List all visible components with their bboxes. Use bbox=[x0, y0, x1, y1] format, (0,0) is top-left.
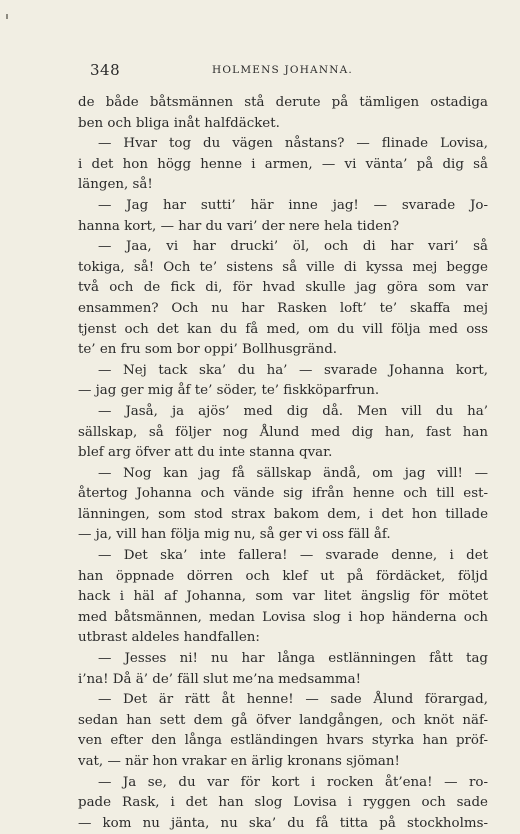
text-line: två och de fick di, för hvad skulle jag göra som var bbox=[78, 280, 488, 296]
text-line: i’na! Då ä’ de’ fäll slut me’na medsamma! bbox=[78, 671, 361, 687]
text-line: — Jesses ni! nu har långa estlänningen fått tag bbox=[98, 651, 488, 667]
text-line: te’ en fru som bor oppi’ Bollhusgränd. bbox=[78, 342, 338, 358]
text-line: — ja, vill han följa mig nu, så ger vi oss fäll åf. bbox=[78, 527, 391, 543]
text-line: — Jaa, vi har drucki’ öl, och di har vari’ så bbox=[98, 239, 488, 255]
text-line: blef arg öfver att du inte stanna qvar. bbox=[78, 445, 333, 461]
text-line: ben och bliga inåt halfdäcket. bbox=[78, 115, 280, 131]
text-line: — Hvar tog du vägen nåstans? — flinade Lovisa, bbox=[98, 136, 488, 152]
text-line: han öppnade dörren och klef ut på fördäcket, följd bbox=[78, 568, 488, 584]
text-line: hanna kort, — har du vari’ der nere hela tiden? bbox=[78, 218, 399, 234]
text-line: — kom nu jänta, nu ska’ du få titta på stockholms- bbox=[78, 815, 488, 831]
text-line: pade Rask, i det han slog Lovisa i ryggen och sade bbox=[78, 795, 488, 811]
text-line: — Ja se, du var för kort i rocken åt’ena! — ro- bbox=[98, 774, 488, 790]
text-line: — Jaså, ja ajös’ med dig då. Men vill du ha’ bbox=[98, 403, 488, 419]
text-line: — Jag har sutti’ här inne jag! — svarade Jo- bbox=[98, 197, 488, 213]
text-line: hack i häl af Johanna, som var litet ängslig för mötet bbox=[78, 589, 488, 605]
text-line: med båtsmännen, medan Lovisa slog i hop händerna och bbox=[78, 609, 488, 625]
text-line: — Nog kan jag få sällskap ändå, om jag vill! — bbox=[98, 465, 488, 481]
text-line: utbrast aldeles handfallen: bbox=[78, 630, 260, 646]
text-line: — Det ska’ inte fallera! — svarade denne, i det bbox=[98, 548, 488, 564]
text-line: vat, — när hon vrakar en ärlig kronans sjöman! bbox=[78, 754, 400, 769]
text-line: längen, så! bbox=[78, 177, 153, 193]
text-line: sällskap, så följer nog Ålund med dig han, fast han bbox=[78, 424, 488, 440]
page-number: 348 bbox=[90, 61, 121, 79]
text-line: de både båtsmännen stå derute på tämligen ostadiga bbox=[78, 95, 488, 110]
text-line: — jag ger mig åf te’ söder, te’ fiskköparfrun. bbox=[78, 383, 380, 399]
edge-mark bbox=[6, 14, 8, 19]
text-line: — Det är rätt åt henne! — sade Ålund förargad, bbox=[98, 692, 488, 708]
text-line: tokiga, så! Och te’ sistens så ville di kyssa mej begge bbox=[78, 259, 488, 275]
running-header: HOLMENS JOHANNA. bbox=[212, 64, 353, 76]
text-line: i det hon högg henne i armen, — vi vänta’ på dig så bbox=[78, 156, 488, 172]
text-line: tjenst och det kan du få med, om du vill följa med oss bbox=[78, 321, 488, 337]
text-line: återtog Johanna och vände sig ifrån henne och till est- bbox=[78, 486, 488, 502]
text-line: — Nej tack ska’ du ha’ — svarade Johanna kort, bbox=[98, 362, 488, 378]
body-text bbox=[78, 93, 488, 834]
text-line: ven efter den långa estländingen hvars styrka han pröf- bbox=[78, 733, 488, 749]
text-line: sedan han sett dem gå öfver landgången, och knöt näf- bbox=[78, 712, 488, 728]
text-line: länningen, som stod strax bakom dem, i det hon tillade bbox=[78, 506, 488, 522]
text-line: ensammen? Och nu har Rasken loft’ te’ skaffa mej bbox=[78, 300, 488, 316]
